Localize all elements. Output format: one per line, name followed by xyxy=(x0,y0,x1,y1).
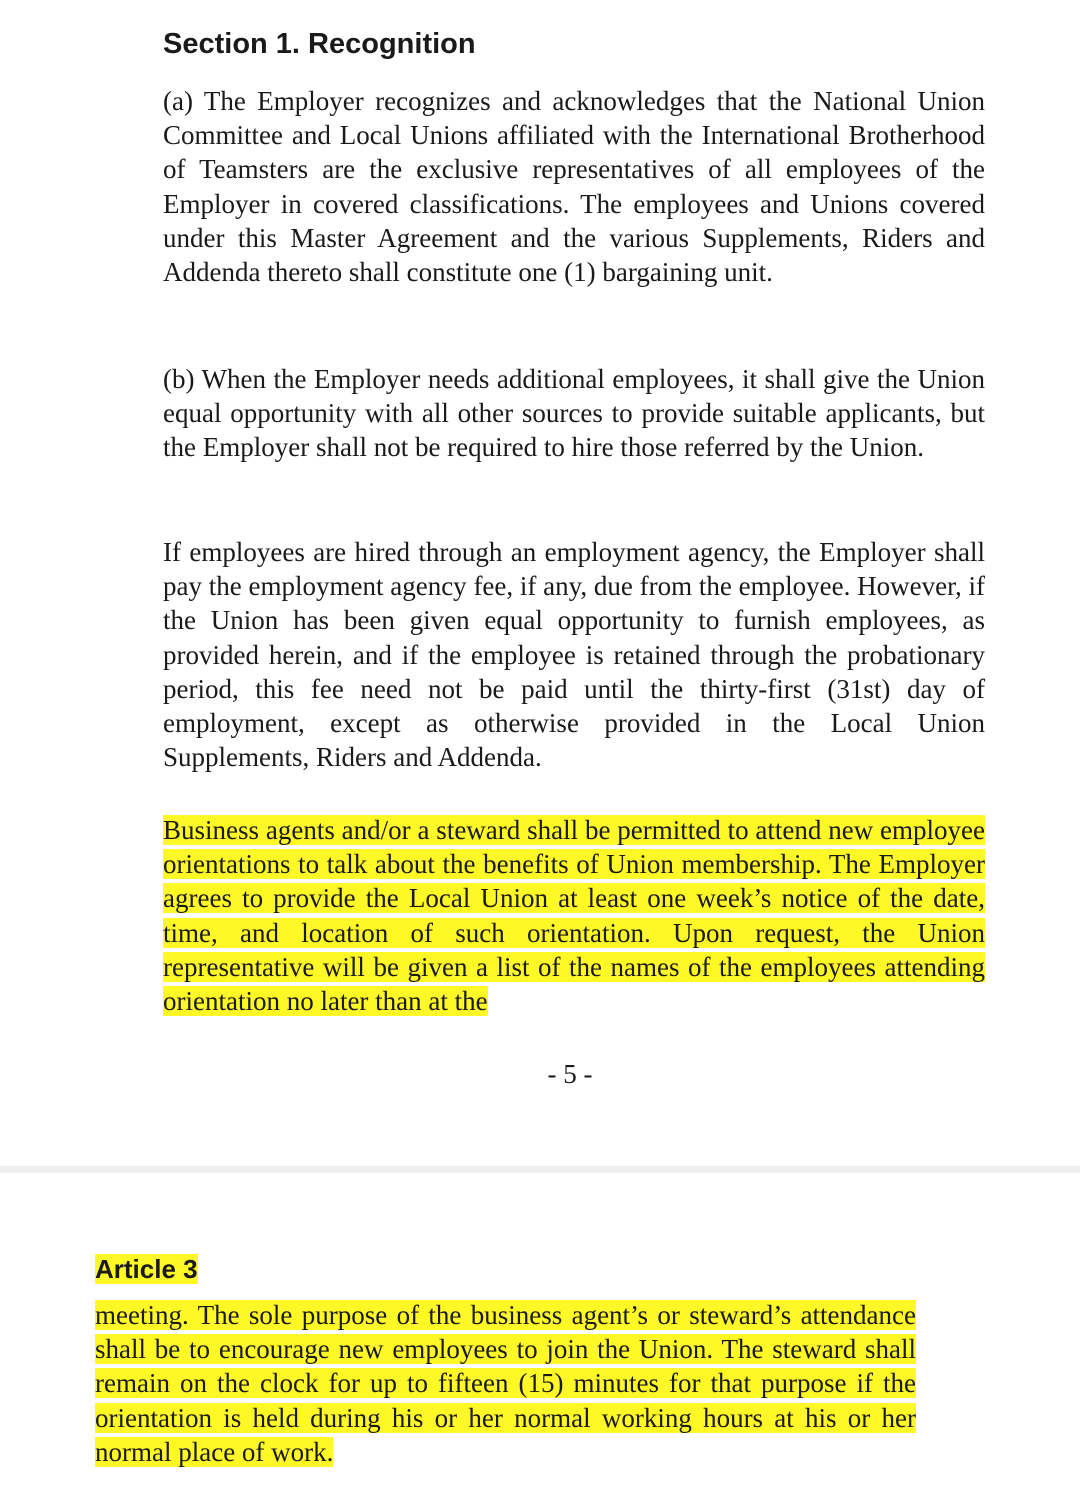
article-heading xyxy=(95,1252,198,1286)
paragraph-b: (b) When the Employer needs additional employees, it shall give the Union equal opportunity with all other sources to provide suitable applicants, but the Employer shall not be required to hire those referred by the Union. xyxy=(163,364,985,463)
highlighted-text: Business agents and/or a steward shall be permitted to attend new employee orientations to talk about the benefits of Union membership. The Employer agrees to provide the Local Union at least one week’s notice of the date, time, and location of such orientation. Upon request, the Union representative will be given a list of the names of the employees attending orientation no later than at the xyxy=(163,815,985,1017)
section-heading: Section 1. Recognition xyxy=(163,28,476,60)
article-heading-highlight: Article 3 xyxy=(95,1254,198,1284)
paragraph-continued xyxy=(95,1298,916,1469)
paragraph-a: (a) The Employer recognizes and acknowledges that the National Union Committee and Local Unions affiliated with the International Brotherhood of Teamsters are the exclusive representatives of all employees of the Employer in covered classifications. The employees and Unions covered under this Master Agreement and the various Supplements, Riders and Addenda thereto shall constitute one (1) bargaining unit. xyxy=(163,86,985,288)
page-number: - 5 - xyxy=(547,1059,593,1089)
page-divider xyxy=(0,1166,1080,1173)
paragraph-orientation xyxy=(163,813,985,1018)
paragraph-agency-fee: If employees are hired through an employment agency, the Employer shall pay the employment agency fee, if any, due from the employee. However, if the Union has been given equal opportunity to furnish employees, as provided herein, and if the employee is retained through the probationary period, this fee need not be paid until the thirty-first (31st) day of employment, except as otherwise provided in the Local Union Supplements, Riders and Addenda. xyxy=(163,537,985,773)
highlighted-text: meeting. The sole purpose of the business agent’s or steward’s attendance shall be to encourage new employees to join the Union. The steward shall remain on the clock for up to fifteen (15) minutes for that purpose if the orientation is held during his or her normal working hours at his or her normal place of work. xyxy=(95,1300,916,1467)
